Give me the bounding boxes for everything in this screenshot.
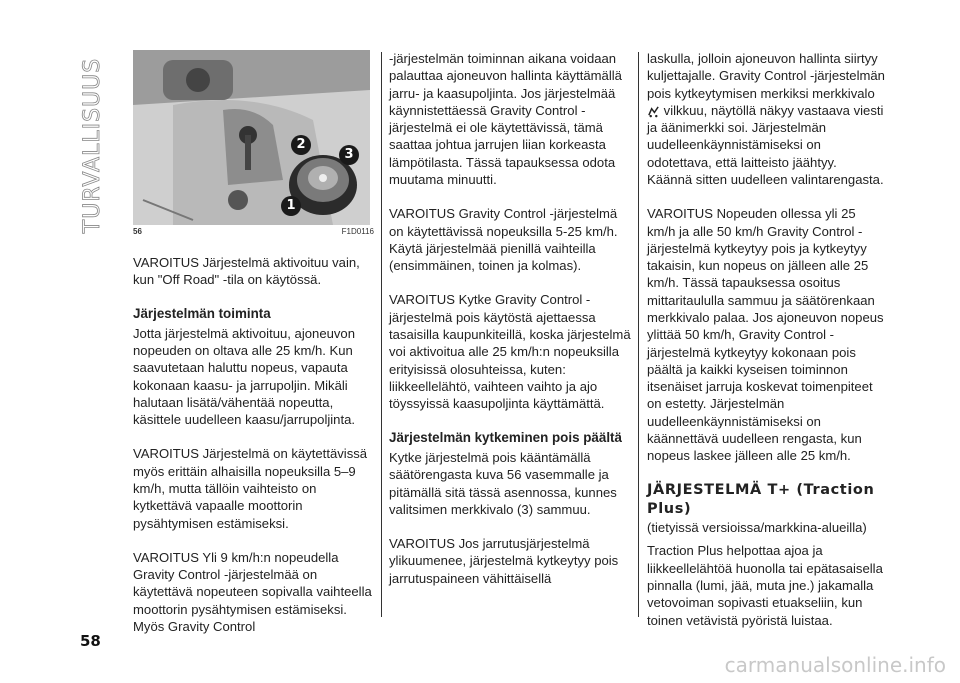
warning-speed-25-50: VAROITUS Nopeuden ollessa yli 25 km/h ja alle 50 km/h Gravity Control -järjestelmä kytkeytyy pois ja kytkeytyy takaisin, kun nopeus on jälleen alle 25 km/h. Tässä tapauksessa osoitus mittaritaululla sammuu ja säätörenkaan merkkivalo palaa. Jos ajoneuvon nopeus ylittää 50 km/h, Gravity Control -järjestelmä kytkeytyy kokonaan pois päältä ja kaikki kyseisen toiminnon itsenäiset jarruja koskevat toimenpiteet on estetty. Järjestelmän uudelleenkäynnistämiseksi on käännettävä uudelleen rengasta, kun nopeus laskee jälleen alle 25 km/h. xyxy=(647,206,884,464)
warning-overheat: VAROITUS Jos jarrutusjärjestelmä ylikuumenee, järjestelmä kytkeytyy pois jarrutuspaineen vähittäisellä xyxy=(389,536,619,586)
paragraph-traction-plus: Traction Plus helpottaa ajoa ja liikkeellelähtöä huonolla tai epätasaisella pinnalla (lumi, jää, muta jne.) jakamalla vetovoiman sopivasti etuakseliin, kun toinen vetävistä pyöristä luistaa. xyxy=(647,543,883,628)
warning-low-speed: VAROITUS Järjestelmä on käytettävissä myös erittäin alhaisilla nopeuksilla 5–9 km/h, mutta tällöin vaihteisto on kytkettävä vapaalle moottorin pysähtymisen estämiseksi. xyxy=(133,446,368,531)
paragraph-operation: Jotta järjestelmä aktivoituu, ajoneuvon nopeuden on oltava alle 25 km/h. Kun saavutetaan haluttu nopeus, vapauta kokonaan kaasu- ja jarrupoljin. Mikäli halutaan lisätä/vähentää nopeutta, käsittele uudelleen kaasu/jarrupoljinta. xyxy=(133,325,356,428)
figure-code: F1D0116 xyxy=(341,227,374,236)
callout-1: 1 xyxy=(281,196,301,216)
heading-system-operation: Järjestelmän toiminta xyxy=(133,306,271,322)
paragraph-handover-part1: laskulla, jolloin ajoneuvon hallinta siirtyy kuljettajalle. Gravity Control -järjestelmän pois kytkeytymisen merkiksi merkkivalo xyxy=(647,51,885,101)
gear-console-illustration xyxy=(133,50,370,225)
warning-city-roads: VAROITUS Kytke Gravity Control -järjestelmä pois käytöstä ajettaessa tasaisilla kaupunkiteillä, koska järjestelmä voi aktivoitua alle 25 km/h:n nopeuksilla erityisissä olosuhteissa, kuten: liikkeellelähtö, vaihteen vaihto ja ajo töyssyissä kaasupoljinta käyttämättä. xyxy=(389,292,631,412)
paragraph-handover xyxy=(647,50,885,188)
column-divider xyxy=(381,52,382,617)
page-number: 58 xyxy=(80,632,101,650)
figure-caption xyxy=(133,227,374,238)
section-tab-label: TURVALLISUUS xyxy=(80,57,106,233)
paragraph-continued: -järjestelmän toiminnan aikana voidaan palauttaa ajoneuvon hallinta käyttämällä jarru- ja kaasupoljinta. Jos järjestelmää käynnistettäessä Gravity Control -järjestelmä ei ole käytettävissä, tämä saattaa johtua jarrujen liian korkeasta lämpötilasta. Tässä tapauksessa odota muutama minuutti. xyxy=(389,51,622,187)
gravity-control-warning-icon xyxy=(647,105,660,118)
figure-number: 56 xyxy=(133,227,142,236)
warning-above-9kmh: VAROITUS Yli 9 km/h:n nopeudella Gravity Control -järjestelmää on käytettävä nopeuteen sopivalla vaihteella moottorin pysähtymisen estämiseksi. Myös Gravity Control xyxy=(133,549,372,635)
watermark: carmanualsonline.info xyxy=(724,653,946,677)
text-column-1 xyxy=(133,50,374,652)
paragraph-disable: Kytke järjestelmä pois kääntämällä säätörengasta kuva 56 vasemmalle ja pitämällä sitä tässä asennossa, kunnes valitsimen merkkivalo (3) sammuu. xyxy=(389,450,617,517)
heading-traction-plus: JÄRJESTELMÄ T+ (Traction Plus) xyxy=(647,482,875,518)
callout-3: 3 xyxy=(339,145,359,165)
heading-disable-system: Järjestelmän kytkeminen pois päältä xyxy=(389,430,622,446)
paragraph-handover-part2: vilkkuu, näytöllä näkyy vastaava viesti ja äänimerkki soi. Järjestelmän uudelleenkäynnistämiseksi on odotettava, että laitteisto jäähtyy. Käännä sitten uudelleen valintarengasta. xyxy=(647,102,884,187)
warning-off-road: VAROITUS Järjestelmä aktivoituu vain, kun "Off Road" -tila on käytössä. xyxy=(133,254,360,287)
column-divider xyxy=(638,52,639,617)
text-column-2 xyxy=(389,50,631,604)
section-tab xyxy=(78,57,108,233)
heading-traction-plus-note: (tietyissä versioissa/markkina-alueilla) xyxy=(647,520,867,536)
warning-speed-range: VAROITUS Gravity Control -järjestelmä on käytettävissä nopeuksilla 5-25 km/h. Käytä järjestelmää pienillä vaihteilla (ensimmäinen, toinen ja kolmas). xyxy=(389,206,618,274)
text-column-3 xyxy=(647,50,885,646)
callout-2: 2 xyxy=(291,135,311,155)
figure-56 xyxy=(133,50,370,225)
